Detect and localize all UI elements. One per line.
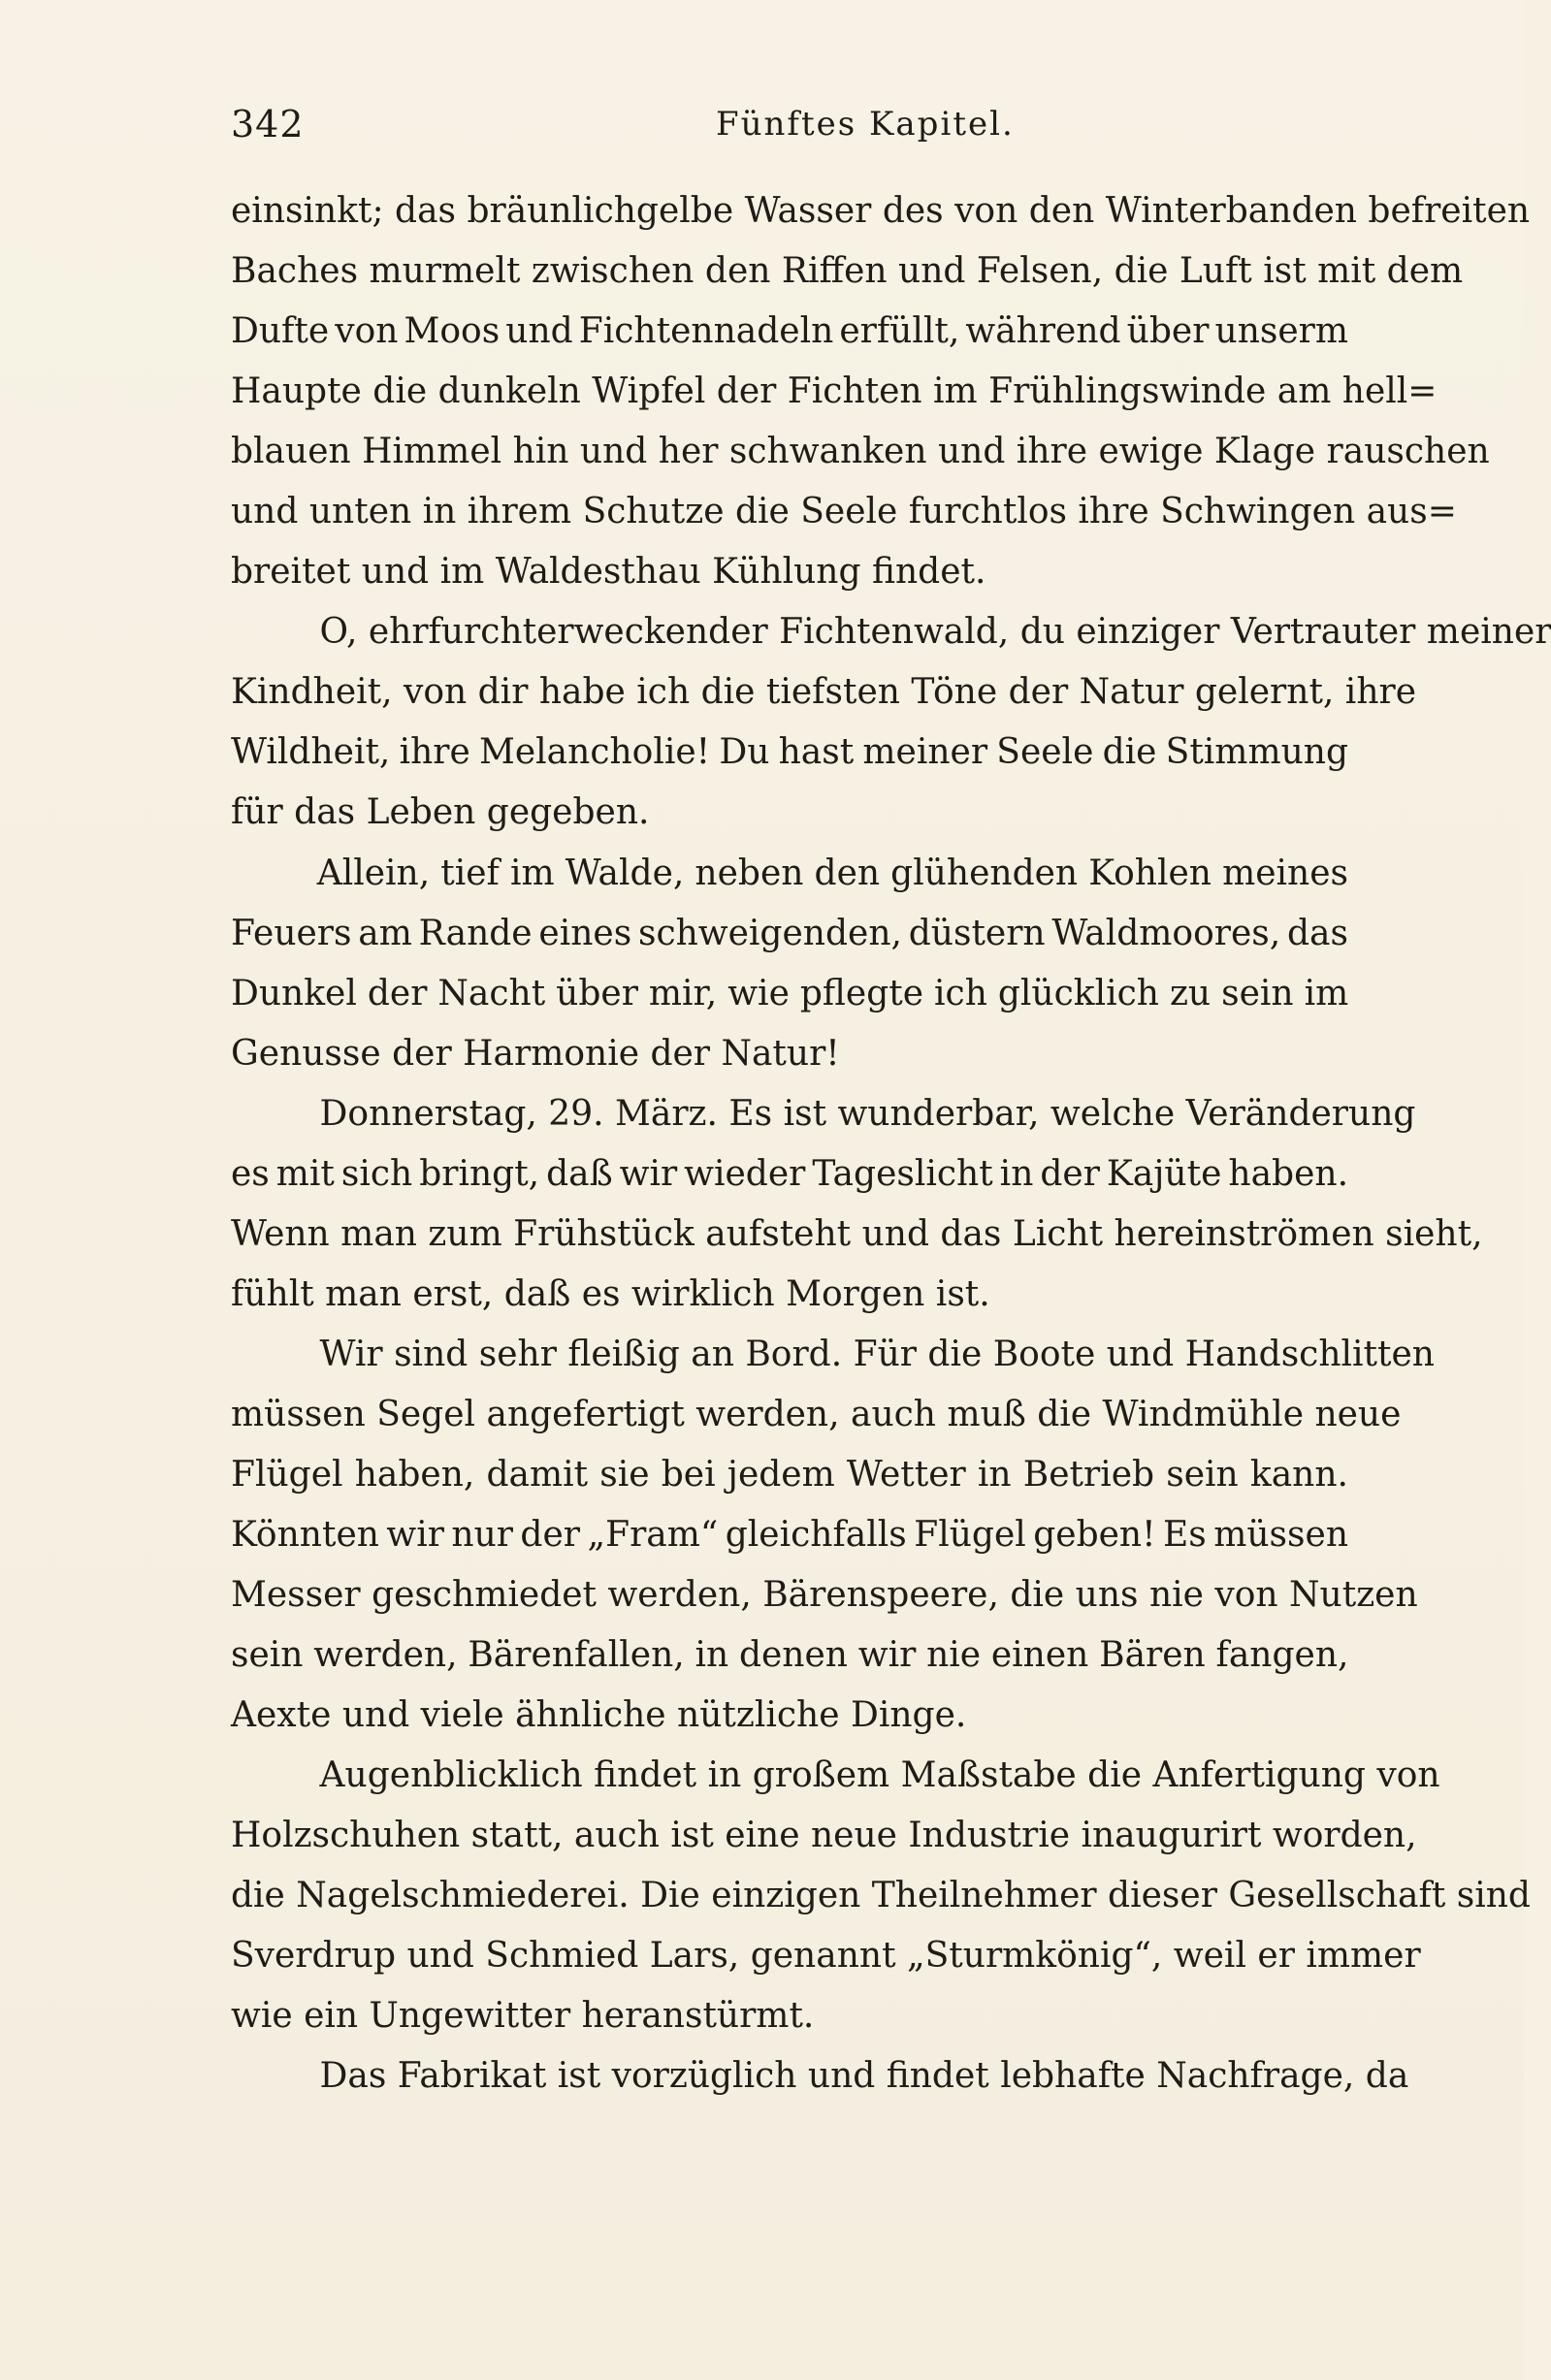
text-line: Sverdrup und Schmied Lars, genannt „Sturmkönig“, weil er immer	[231, 1936, 1421, 1977]
text-line: Dufte von Moos und Fichtennadeln erfüllt, während über unserm	[231, 311, 1348, 352]
text-line: für das Leben gegeben.	[231, 792, 650, 833]
text-line: Das Fabrikat ist vorzüglich und findet lebhafte Nachfrage, da	[231, 2056, 1409, 2097]
text-line: Flügel haben, damit sie bei jedem Wetter in Betrieb sein kann.	[231, 1454, 1348, 1495]
text-line: Holzschuhen statt, auch ist eine neue Industrie inaugurirt worden,	[231, 1816, 1417, 1856]
text-line: Wildheit, ihre Melancholie! Du hast meiner Seele die Stimmung	[231, 732, 1348, 773]
text-line: Haupte die dunkeln Wipfel der Fichten im Frühlingswinde am hell=	[231, 371, 1438, 412]
text-line: Allein, tief im Walde, neben den glühenden Kohlen meines	[231, 852, 1348, 893]
text-line: müssen Segel angefertigt werden, auch muß die Windmühle neue	[231, 1394, 1402, 1434]
text-line: sein werden, Bärenfallen, in denen wir nie einen Bären fangen,	[231, 1635, 1349, 1676]
text-line: Dunkel der Nacht über mir, wie pflegte ich glücklich zu sein im	[231, 973, 1349, 1013]
text-line: Baches murmelt zwischen den Riffen und Felsen, die Luft ist mit dem	[231, 251, 1464, 292]
text-line: Wir sind sehr fleißig an Bord. Für die Boote und Handschlitten	[231, 1334, 1435, 1374]
text-line: Genusse der Harmonie der Natur!	[231, 1033, 840, 1074]
text-line: Kindheit, von dir habe ich die tiefsten Töne der Natur gelernt, ihre	[231, 672, 1417, 713]
text-line: Feuers am Rande eines schweigenden, düstern Waldmoores, das	[231, 913, 1348, 953]
text-line: Wenn man zum Frühstück aufsteht und das Licht hereinströmen sieht,	[231, 1213, 1483, 1254]
text-line: einsinkt; das bräunlichgelbe Wasser des von den Winterbanden befreiten	[231, 191, 1531, 231]
text-line: breitet und im Waldesthau Kühlung findet.	[231, 552, 986, 593]
page-number: 342	[231, 103, 305, 145]
body-text	[231, 181, 1551, 2107]
text-line: Aexte und viele ähnliche nützliche Dinge.	[231, 1695, 967, 1736]
text-line: wie ein Ungewitter heranstürmt.	[231, 1996, 815, 2037]
text-line: Könnten wir nur der „Fram“ gleichfalls Flügel geben! Es müssen	[231, 1515, 1348, 1556]
page-header	[231, 95, 1348, 153]
text-line: Augenblicklich findet in großem Maßstabe die Anfertigung von	[231, 1755, 1440, 1796]
text-line: Donnerstag, 29. März. Es ist wunderbar, welche Veränderung	[231, 1093, 1416, 1134]
text-line: es mit sich bringt, daß wir wieder Tageslicht in der Kajüte haben.	[231, 1153, 1349, 1194]
text-line: die Nagelschmiederei. Die einzigen Theilnehmer dieser Gesellschaft sind	[231, 1876, 1531, 1916]
text-line: Messer geschmiedet werden, Bärenspeere, die uns nie von Nutzen	[231, 1575, 1418, 1616]
text-line: und unten in ihrem Schutze die Seele furchtlos ihre Schwingen aus=	[231, 492, 1457, 532]
text-line: fühlt man erst, daß es wirklich Morgen ist.	[231, 1273, 990, 1314]
text-line: O, ehrfurchterweckender Fichtenwald, du einziger Vertrauter meiner	[231, 612, 1551, 653]
running-head: Fünftes Kapitel.	[716, 105, 1015, 144]
text-line: blauen Himmel hin und her schwanken und ihre ewige Klage rauschen	[231, 432, 1490, 472]
